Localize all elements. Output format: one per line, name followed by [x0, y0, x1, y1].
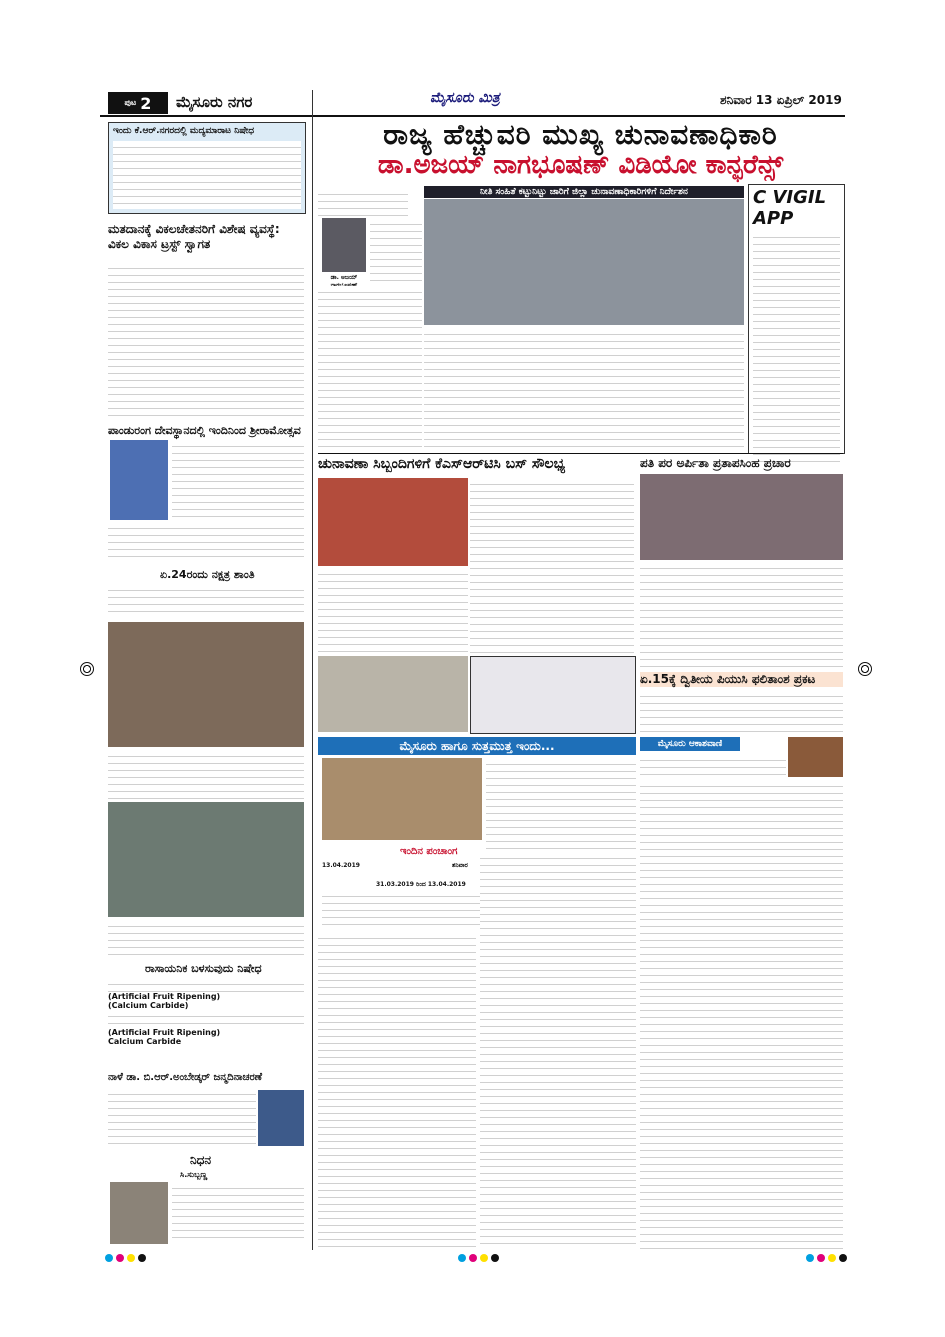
lead-intro [318, 188, 408, 216]
ksrtc-title: ಚುನಾವಣಾ ಸಿಬ್ಬಂದಿಗಳಿಗೆ ಕೆಎಸ್‌ಆರ್‌ಟಿಸಿ ಬಸ್ ಸೌಲಭ್ಯ [318, 456, 566, 472]
group-photo [108, 802, 304, 917]
panchanga-date: 13.04.2019 [322, 862, 360, 869]
lead-body-beside-portrait [370, 218, 422, 284]
story-disabled-voters-title: ಮತದಾನಕ್ಕೆ ವಿಕಲಚೇತನರಿಗೆ ವಿಶೇಷ ವ್ಯವಸ್ಥೆ: ವಿಕಲ ವಿಕಾಸ ಟ್ರಸ್ಟ್ ಸ್ವಾಗತ [108, 222, 280, 251]
lead-subheadline: ಡಾ.ಅಜಯ್ ನಾಗಭೂಷಣ್ ವಿಡಿಯೋ ಕಾನ್ಫರೆನ್ಸ್ [377, 150, 784, 180]
today-body-3 [480, 852, 636, 1250]
today-body-2 [318, 932, 476, 1250]
cvigil-body [753, 231, 840, 465]
issue-date: ಶನಿವಾರ 13 ಏಪ್ರಿಲ್ 2019 [720, 93, 842, 107]
story-ramotsava-title: ಪಾಂಡುರಂಗ ದೇವಸ್ಥಾನದಲ್ಲಿ ಇಂದಿನಿಂದ ಶ್ರೀರಾಮೋತ್ಸವ [108, 424, 301, 437]
page-number: 2 [140, 93, 152, 113]
radio-body-1 [640, 754, 786, 778]
ambedkar-photo [258, 1090, 304, 1146]
today-band: ಮೈಸೂರು ಹಾಗೂ ಸುತ್ತಮುತ್ತ ಇಂದು... [318, 737, 636, 755]
obituary-name: ಸಿ.ಸುಬ್ಬಣ್ಣ [180, 1170, 208, 1179]
cvigil-title: C VIGIL APP [753, 187, 827, 229]
story-liquor-ban [108, 122, 306, 214]
term-3: (Artificial Fruit Ripening) [108, 1028, 221, 1037]
header-rule [100, 115, 845, 117]
section-rule [318, 453, 843, 454]
color-bar-right [806, 1254, 847, 1262]
result-title: ಏ.15ಕ್ಕೆ ದ್ವಿತೀಯ ಪಿಯುಸಿ ಫಲಿತಾಂಶ ಪ್ರಕಟ [640, 672, 843, 687]
page-label: ಪುಟ [124, 98, 137, 107]
page-number-badge [108, 92, 168, 114]
term-2: (Calcium Carbide) [108, 1001, 189, 1010]
portrait-photo [322, 218, 366, 272]
lead-body-col1 [318, 286, 422, 450]
today-body-1 [486, 758, 636, 850]
portrait-caption: ಡಾ. ಅಜಯ್ [330, 274, 358, 281]
term-4: Calcium Carbide [108, 1037, 182, 1046]
story-disabled-voters-body [108, 262, 304, 420]
column-divider [312, 90, 313, 1250]
officials-photo [318, 656, 468, 732]
color-bar-left [105, 1254, 146, 1262]
group-photo-caption [108, 920, 304, 956]
lead-body-main [424, 328, 744, 450]
felicitation-photo [108, 622, 304, 747]
video-conference-photo [424, 199, 744, 325]
radio-body-2 [640, 780, 843, 1250]
panchanga-week: 31.03.2019 ರಿಂದ 13.04.2019 [376, 881, 466, 888]
photo-strip-caption: ನೀತಿ ಸಂಹಿತೆ ಕಟ್ಟುನಿಟ್ಟು ಜಾರಿಗೆ ಜಿಲ್ಲಾ ಚುನಾವಣಾಧಿಕಾರಿಗಳಿಗೆ ನಿರ್ದೇಶನ [424, 186, 744, 198]
story-ramotsava-body-2 [108, 522, 304, 562]
story-ramotsava-body [172, 440, 304, 520]
story-nakshatra-body [108, 584, 304, 614]
story-nakshatra-title: ಏ.24ರಂದು ನಕ್ಷತ್ರ ಶಾಂತಿ [160, 568, 255, 581]
campaign-photo [640, 474, 843, 560]
color-bar-middle [458, 1254, 499, 1262]
rama-image [110, 440, 168, 520]
story-ambedkar-title: ನಾಳೆ ಡಾ. ಬಿ.ಆರ್.ಅಂಬೇಡ್ಕರ್ ಜನ್ಮದಿನಾಚರಣೆ [108, 1072, 263, 1083]
ksrtc-body-right [470, 478, 634, 654]
panchanga-day: ಶನಿವಾರ [452, 862, 468, 869]
result-body [640, 690, 843, 734]
story-chemical-ban-body [108, 978, 304, 1070]
lead-headline: ರಾಜ್ಯ ಹೆಚ್ಚುವರಿ ಮುಖ್ಯ ಚುನಾವಣಾಧಿಕಾರಿ [383, 118, 778, 151]
radio-image [788, 737, 843, 777]
story-liquor-ban-title: ಇಂದು ಕೆ.ಆರ್.ನಗರದಲ್ಲಿ ಮದ್ಯಮಾರಾಟ ನಿಷೇಧ [113, 126, 255, 136]
story-ambedkar-body [108, 1088, 256, 1150]
section-title: ಮೈಸೂರು ನಗರ [176, 93, 253, 111]
pratap-body [640, 562, 843, 668]
buses-photo [318, 478, 468, 566]
pratap-title: ಪತಿ ಪರ ಅರ್ಪಿತಾ ಪ್ರತಾಪಸಿಂಹ ಪ್ರಚಾರ [640, 456, 791, 470]
radio-band: ಮೈಸೂರು ಆಕಾಶವಾಣಿ [640, 737, 740, 751]
obituary-body [172, 1182, 304, 1244]
registration-mark-right [858, 662, 872, 676]
panchanga-body [322, 890, 482, 926]
panchanga-title: ಇಂದಿನ ಪಂಚಾಂಗ [400, 846, 458, 857]
obituary-photo [110, 1182, 168, 1244]
paper-name: ಮೈಸೂರು ಮಿತ್ರ [430, 90, 500, 106]
term-1: (Artificial Fruit Ripening) [108, 992, 221, 1001]
felicitation-caption [108, 750, 304, 800]
registration-mark-left [80, 662, 94, 676]
palace-photo [322, 758, 482, 840]
story-chemical-ban-title: ರಾಸಾಯನಿಕ ಬಳಸುವುದು ನಿಷೇಧ [145, 962, 262, 975]
cvigil-box [748, 184, 845, 454]
story-liquor-ban-body [113, 141, 301, 209]
ksrtc-body-left [318, 568, 468, 654]
obituary-title: ನಿಧನ [190, 1153, 212, 1167]
officials-caption-box [470, 656, 636, 734]
